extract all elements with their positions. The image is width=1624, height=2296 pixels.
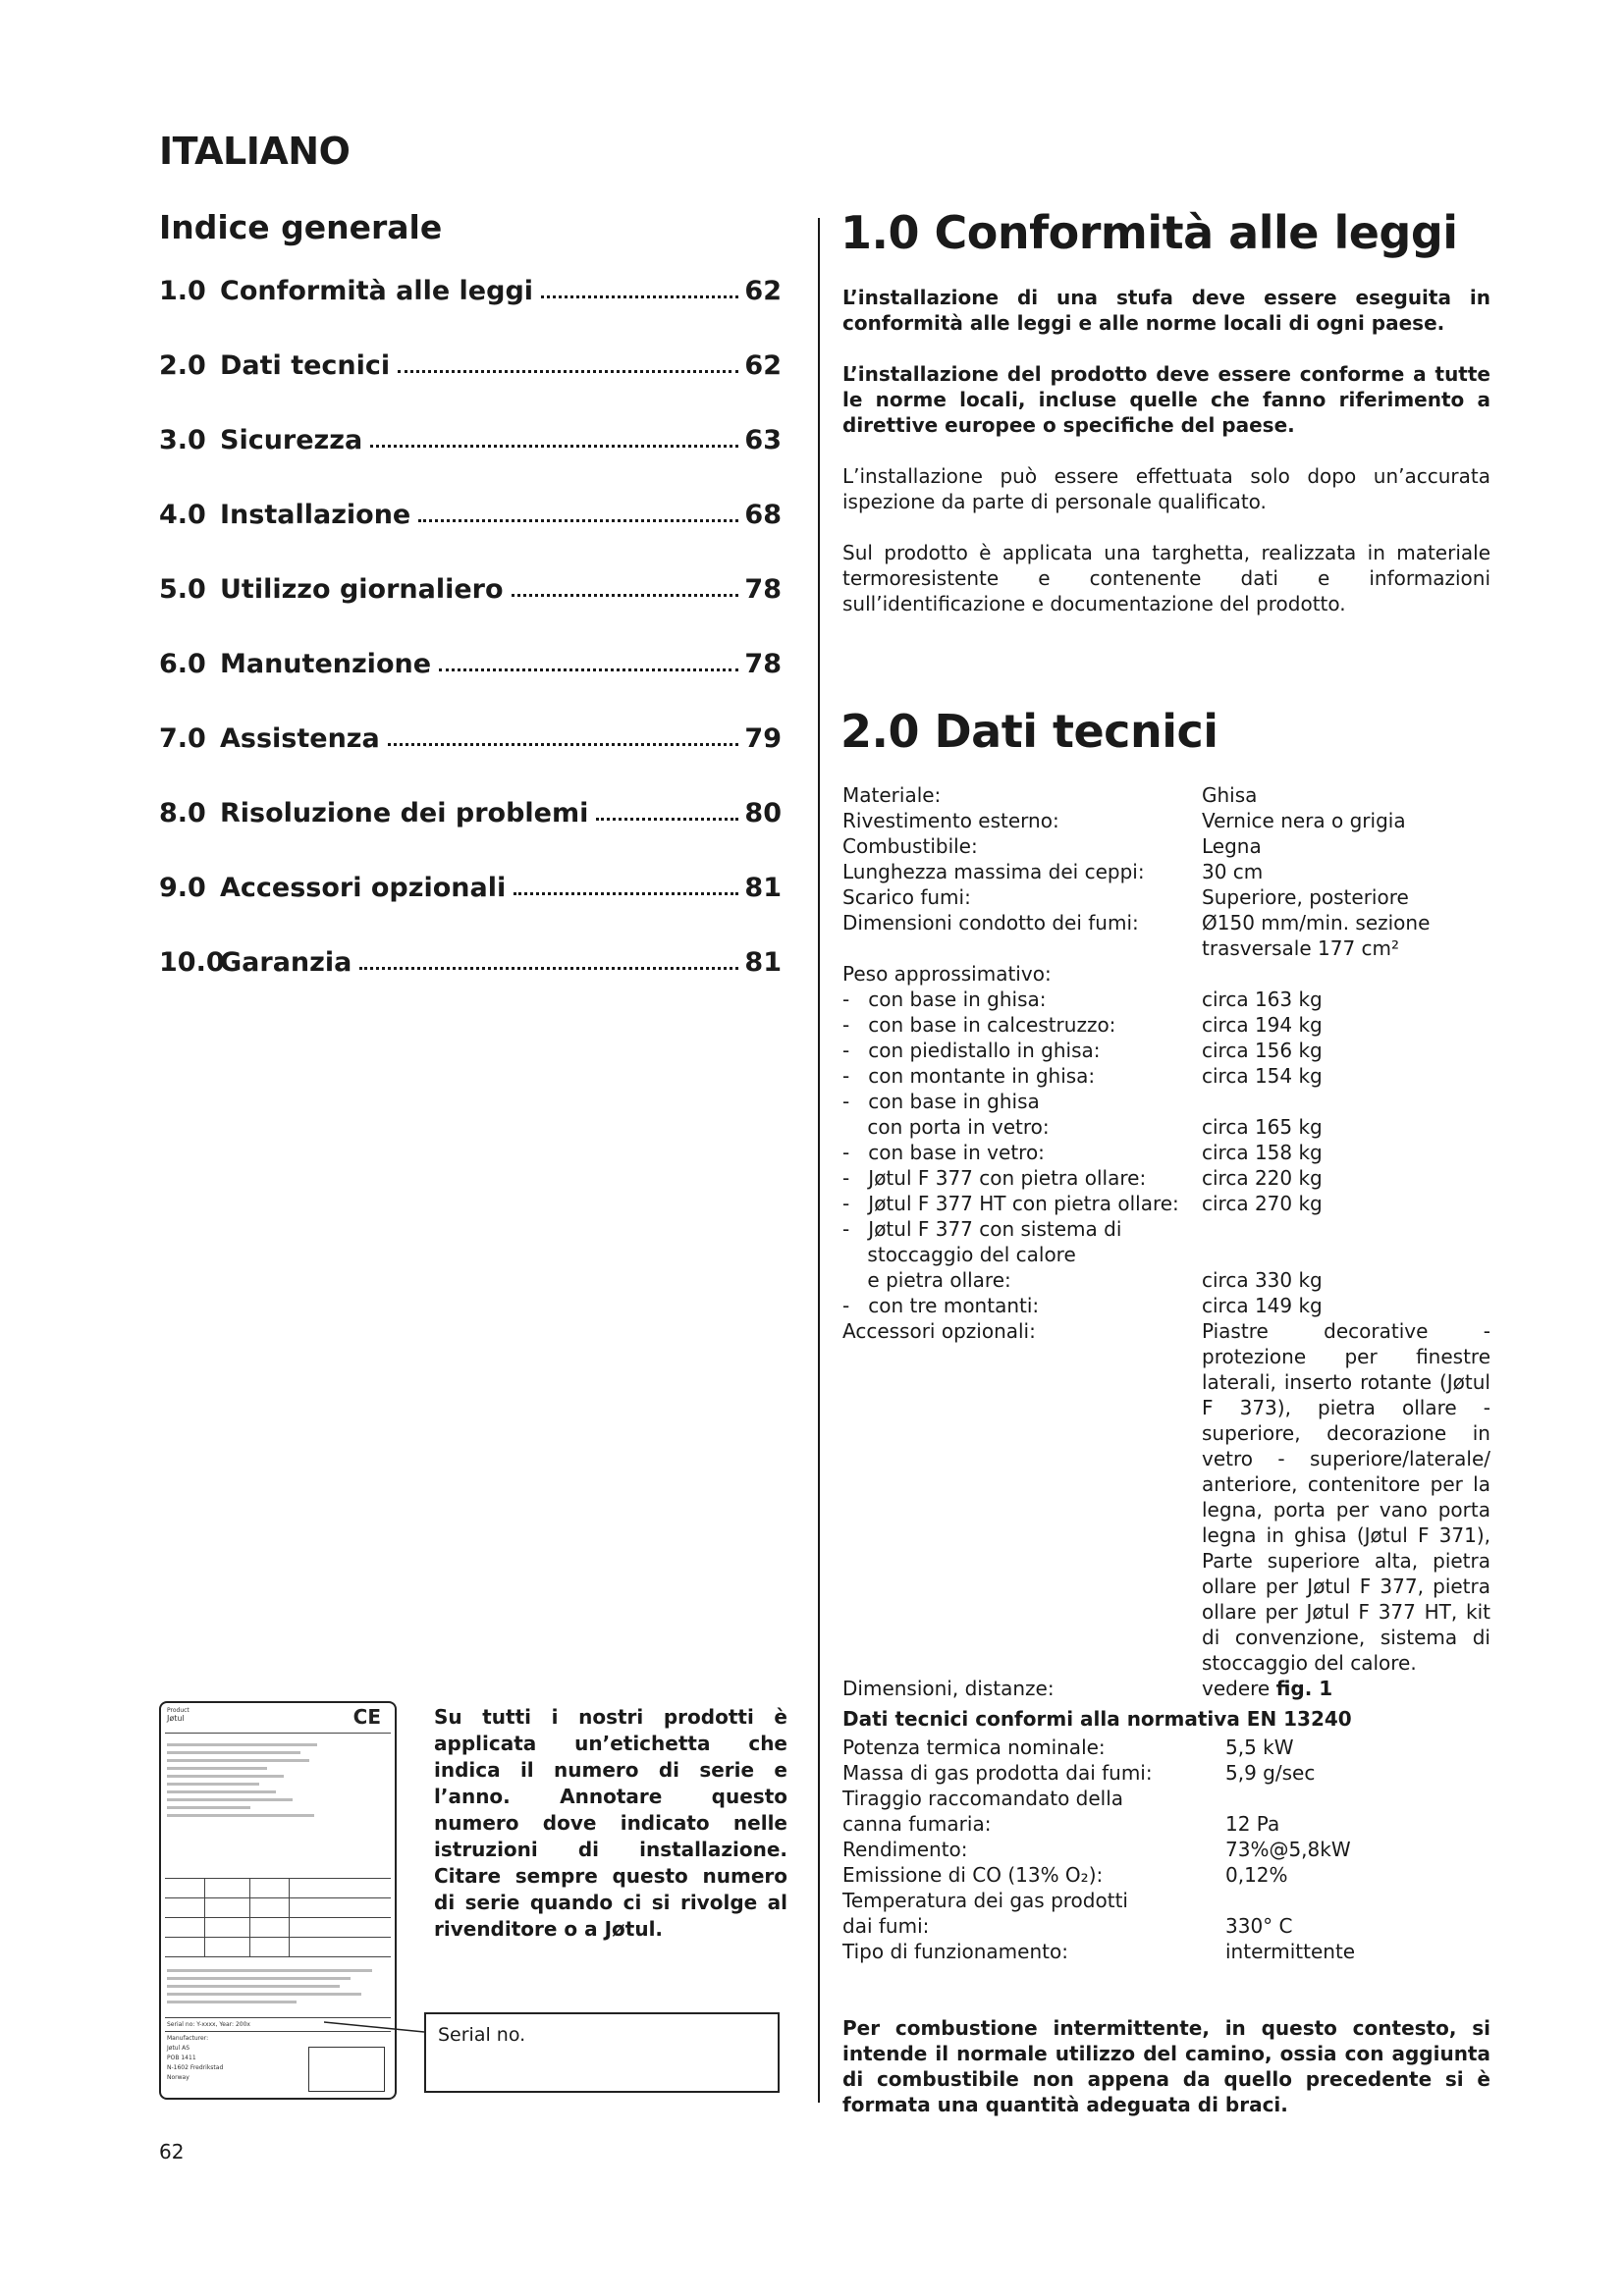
perf-key: Temperatura dei gas prodotti <box>842 1889 1128 1912</box>
table-row <box>842 910 1490 961</box>
plate-manufacturer: Jøtul AS <box>167 2045 190 2052</box>
spec-key: - con tre montanti: <box>842 1294 1040 1317</box>
table-row <box>842 1242 1490 1267</box>
spec-value <box>1202 1242 1490 1267</box>
table-row <box>842 1786 1392 1811</box>
toc-item-label: Installazione <box>220 500 411 530</box>
table-row <box>842 1063 1490 1089</box>
perf-key: canna fumaria: <box>842 1812 992 1836</box>
spec-key: - con base in ghisa <box>842 1090 1040 1113</box>
column-divider <box>818 218 820 2103</box>
spec-key: Accessori opzionali: <box>842 1319 1036 1343</box>
toc-item-label: Risoluzione dei problemi <box>220 798 589 828</box>
section-1-title: 1.0 Conformità alle leggi <box>840 206 1458 259</box>
toc-item-label: Conformità alle leggi <box>220 276 534 306</box>
perf-key: Tiraggio raccomandato della <box>842 1787 1124 1810</box>
plate-address-1: POB 1411 <box>167 2055 196 2061</box>
perf-value: 5,9 g/sec <box>1225 1761 1316 1785</box>
plate-rule <box>165 1733 391 1734</box>
toc-leader-dots <box>439 668 738 671</box>
rating-plate-illustration <box>159 1701 397 2100</box>
spec-value: circa 270 kg <box>1202 1192 1323 1215</box>
perf-key: Rendimento: <box>842 1838 968 1861</box>
plate-product-label: Product <box>167 1707 189 1714</box>
toc-item-conformita[interactable] <box>159 267 782 306</box>
toc-title: Indice generale <box>159 208 443 246</box>
toc-leader-dots <box>418 519 738 522</box>
toc-item-page: 81 <box>744 873 782 903</box>
perf-key: dai fumi: <box>842 1914 930 1938</box>
figure-reference-link[interactable]: fig. 1 <box>1275 1677 1333 1700</box>
toc-item-label: Utilizzo giornaliero <box>220 574 504 605</box>
serial-field-label: Serial no. <box>438 2024 526 2046</box>
toc-leader-dots <box>512 594 739 597</box>
toc-item-page: 78 <box>744 649 782 679</box>
toc-item-page: 62 <box>744 350 782 381</box>
toc-leader-dots <box>370 445 738 448</box>
toc-item-utilizzo[interactable] <box>159 565 782 605</box>
toc-item-page: 62 <box>744 276 782 306</box>
dimensions-text: vedere <box>1202 1677 1271 1700</box>
toc-item-installazione[interactable] <box>159 491 782 530</box>
spec-key: - con base in calcestruzzo: <box>842 1013 1116 1037</box>
table-row <box>842 1837 1392 1862</box>
table-row <box>842 1140 1490 1165</box>
section-1-paragraph-4: Sul prodotto è applicata una targhetta, realizzata in materiale termoresistente e contenente dati e informazioni sull’identificazione e documentazione del prodotto. <box>842 541 1490 615</box>
table-row <box>842 859 1490 884</box>
toc-item-page: 81 <box>744 947 782 978</box>
spec-key: Peso approssimativo: <box>842 962 1052 986</box>
plate-address-2: N-1602 Fredrikstad <box>167 2064 224 2071</box>
toc-item-number: 6.0 <box>159 649 206 679</box>
spec-key: - con base in vetro: <box>842 1141 1045 1164</box>
table-row <box>842 987 1490 1012</box>
section-2-title: 2.0 Dati tecnici <box>840 705 1218 758</box>
section-1-paragraph-2: L’installazione del prodotto deve essere conforme a tutte le norme locali, incluse quelle che fanno riferimento a direttive europee o specifiche del paese. <box>842 362 1490 437</box>
table-row <box>842 884 1490 910</box>
spec-value: circa 220 kg <box>1202 1166 1323 1190</box>
toc-item-number: 5.0 <box>159 574 206 605</box>
specs-table <box>842 782 1490 1701</box>
toc-item-number: 3.0 <box>159 425 206 455</box>
toc-item-page: 63 <box>744 425 782 455</box>
plate-fine-print <box>167 1738 334 1822</box>
spec-value: circa 149 kg <box>1202 1294 1323 1317</box>
spec-value: circa 156 kg <box>1202 1039 1323 1062</box>
spec-value: circa 165 kg <box>1202 1115 1323 1139</box>
toc-leader-dots <box>398 370 738 373</box>
toc-leader-dots <box>388 743 739 746</box>
serial-number-field[interactable] <box>424 2012 780 2093</box>
table-row <box>842 1811 1392 1837</box>
spec-key: stoccaggio del calore <box>842 1243 1076 1266</box>
spec-key: Rivestimento esterno: <box>842 809 1059 832</box>
table-row <box>842 1038 1490 1063</box>
plate-country: Norway <box>167 2074 189 2081</box>
plate-brand: Jøtul <box>167 1714 185 1723</box>
toc-item-garanzia[interactable] <box>159 938 782 978</box>
toc-item-number: 2.0 <box>159 350 206 381</box>
spec-value <box>1202 961 1490 987</box>
perf-value: 5,5 kW <box>1225 1735 1294 1759</box>
toc-item-number: 9.0 <box>159 873 206 903</box>
table-row <box>842 1012 1490 1038</box>
table-row <box>842 1267 1490 1293</box>
perf-value: 0,12% <box>1225 1863 1288 1887</box>
spec-key: - con piedistallo in ghisa: <box>842 1039 1101 1062</box>
toc-item-sicurezza[interactable] <box>159 416 782 455</box>
toc-leader-dots <box>596 818 738 821</box>
table-row <box>842 1216 1490 1242</box>
table-row <box>842 782 1490 808</box>
section-1-paragraph-3: L’installazione può essere effettuata solo dopo un’accurata ispezione da parte di personale qualificato. <box>842 464 1490 513</box>
perf-value: 330° C <box>1225 1914 1293 1938</box>
toc-item-label: Sicurezza <box>220 425 363 455</box>
spec-value: Legna <box>1202 834 1262 858</box>
ce-mark-icon: CE <box>352 1705 381 1729</box>
toc-item-number: 7.0 <box>159 723 206 754</box>
toc-item-number: 1.0 <box>159 276 206 306</box>
spec-value: Ghisa <box>1202 783 1258 807</box>
toc-item-page: 68 <box>744 500 782 530</box>
spec-key: Scarico fumi: <box>842 885 971 909</box>
toc-item-number: 8.0 <box>159 798 206 828</box>
table-row <box>842 1735 1392 1760</box>
table-row <box>842 961 1490 987</box>
spec-key: e pietra ollare: <box>842 1268 1011 1292</box>
table-row <box>842 1760 1392 1786</box>
toc-leader-dots <box>359 967 738 970</box>
spec-value: circa 163 kg <box>1202 988 1323 1011</box>
perf-value: 12 Pa <box>1225 1812 1280 1836</box>
plate-grid <box>165 1878 391 1956</box>
perf-value: 73%@5,8kW <box>1225 1838 1351 1861</box>
toc-item-page: 78 <box>744 574 782 605</box>
toc-item-label: Assistenza <box>220 723 380 754</box>
perf-key: Massa di gas prodotta dai fumi: <box>842 1761 1153 1785</box>
spec-value <box>1202 1676 1490 1701</box>
spec-value: circa 330 kg <box>1202 1268 1323 1292</box>
intermittent-combustion-note: Per combustione intermittente, in questo contesto, si intende il normale utilizzo del camino, ossia con aggiunta di combustibile non appena da quello precedente si è formata una quantità adeguata di braci. <box>842 2016 1490 2116</box>
table-row <box>842 1318 1490 1676</box>
perf-key: Potenza termica nominale: <box>842 1735 1106 1759</box>
toc-item-number: 10.0 <box>159 947 225 978</box>
table-row <box>842 1676 1490 1701</box>
perf-value <box>1225 1888 1392 1913</box>
plate-instructions <box>167 1964 383 2008</box>
spec-key: Dimensioni condotto dei fumi: <box>842 911 1139 934</box>
plate-serial-line: Serial no: Y-xxxx, Year: 200x <box>167 2021 250 2028</box>
table-row <box>842 1165 1490 1191</box>
page-number: 62 <box>159 2140 185 2163</box>
spec-key: Dimensioni, distanze: <box>842 1677 1055 1700</box>
spec-value <box>1202 1216 1490 1242</box>
spec-key: Lunghezza massima dei ceppi: <box>842 860 1145 883</box>
spec-value: circa 194 kg <box>1202 1013 1323 1037</box>
plate-manufacturer-label: Manufacturer: <box>167 2035 209 2042</box>
spec-value: Superiore, posteriore <box>1202 885 1409 909</box>
toc-item-accessori[interactable] <box>159 864 782 903</box>
spec-key: Materiale: <box>842 783 942 807</box>
table-row <box>842 1913 1392 1939</box>
perf-value <box>1225 1786 1392 1811</box>
table-row <box>842 1191 1490 1216</box>
plate-note: Su tutti i nostri prodotti è applicata un’etichetta che indica il numero di serie e l’anno. Annotare questo numero dove indicato nelle istruzioni di installazione. Citare sempre questo numero di serie quando ci si rivolge al rivenditore o a Jøtul. <box>434 1705 787 1941</box>
spec-value: 30 cm <box>1202 860 1264 883</box>
spec-key: - Jøtul F 377 con sistema di <box>842 1217 1122 1241</box>
perf-key: Emissione di CO (13% O₂): <box>842 1863 1104 1887</box>
spec-value: Ø150 mm/min. sezione trasversale 177 cm² <box>1202 911 1431 960</box>
table-row <box>842 833 1490 859</box>
table-row <box>842 1888 1392 1913</box>
performance-table <box>842 1735 1392 1964</box>
plate-rule <box>165 2017 391 2018</box>
toc-item-label: Accessori opzionali <box>220 873 507 903</box>
table-row <box>842 1862 1392 1888</box>
toc-item-label: Dati tecnici <box>220 350 391 381</box>
table-row <box>842 1939 1392 1964</box>
perf-value: intermittente <box>1225 1940 1356 1963</box>
toc-item-risoluzione[interactable] <box>159 789 782 828</box>
serial-pointer-line <box>324 2020 426 2040</box>
table-row <box>842 808 1490 833</box>
toc-item-page: 79 <box>744 723 782 754</box>
spec-key: - Jøtul F 377 con pietra ollare: <box>842 1166 1147 1190</box>
toc-leader-dots <box>541 295 738 298</box>
table-row <box>842 1114 1490 1140</box>
toc-item-label: Garanzia <box>220 947 352 978</box>
spec-key: - con montante in ghisa: <box>842 1064 1096 1088</box>
toc-item-manutenzione[interactable] <box>159 640 782 679</box>
section-1-paragraph-1: L’installazione di una stufa deve essere eseguita in conformità alle leggi e alle norme locali di ogni paese. <box>842 286 1490 335</box>
table-row <box>842 1293 1490 1318</box>
spec-key: con porta in vetro: <box>842 1115 1050 1139</box>
toc-item-number: 4.0 <box>159 500 206 530</box>
spec-value: circa 158 kg <box>1202 1141 1323 1164</box>
table-row <box>842 1089 1490 1114</box>
spec-key: Combustibile: <box>842 834 978 858</box>
toc-item-assistenza[interactable] <box>159 715 782 754</box>
toc-item-dati-tecnici[interactable] <box>159 342 782 381</box>
toc-leader-dots <box>514 892 738 895</box>
spec-value: Piastre decorative - protezione per finestre laterali, inserto rotante (Jøtul F 373), pietra ollare - superiore, decorazione in vetro - superiore/laterale/ anteriore, contenitore per la legna, porta per vano porta legna in ghisa (Jøtul F 371), Parte superiore alta, pietra ollare per Jøtul F 377, pietra ollare per Jøtul F 377 HT, kit di convenzione, sistema di stoccaggio del calore. <box>1202 1319 1490 1675</box>
spec-value: Vernice nera o grigia <box>1202 809 1406 832</box>
language-heading: ITALIANO <box>159 130 351 173</box>
spec-key: - Jøtul F 377 HT con pietra ollare: <box>842 1192 1179 1215</box>
plate-barcode-box <box>308 2047 385 2092</box>
spec-value: circa 154 kg <box>1202 1064 1323 1088</box>
spec-value <box>1202 1089 1490 1114</box>
toc-item-label: Manutenzione <box>220 649 432 679</box>
spec-key: - con base in ghisa: <box>842 988 1047 1011</box>
norm-title: Dati tecnici conformi alla normativa EN 13240 <box>842 1707 1352 1731</box>
toc-item-page: 80 <box>744 798 782 828</box>
perf-key: Tipo di funzionamento: <box>842 1940 1068 1963</box>
